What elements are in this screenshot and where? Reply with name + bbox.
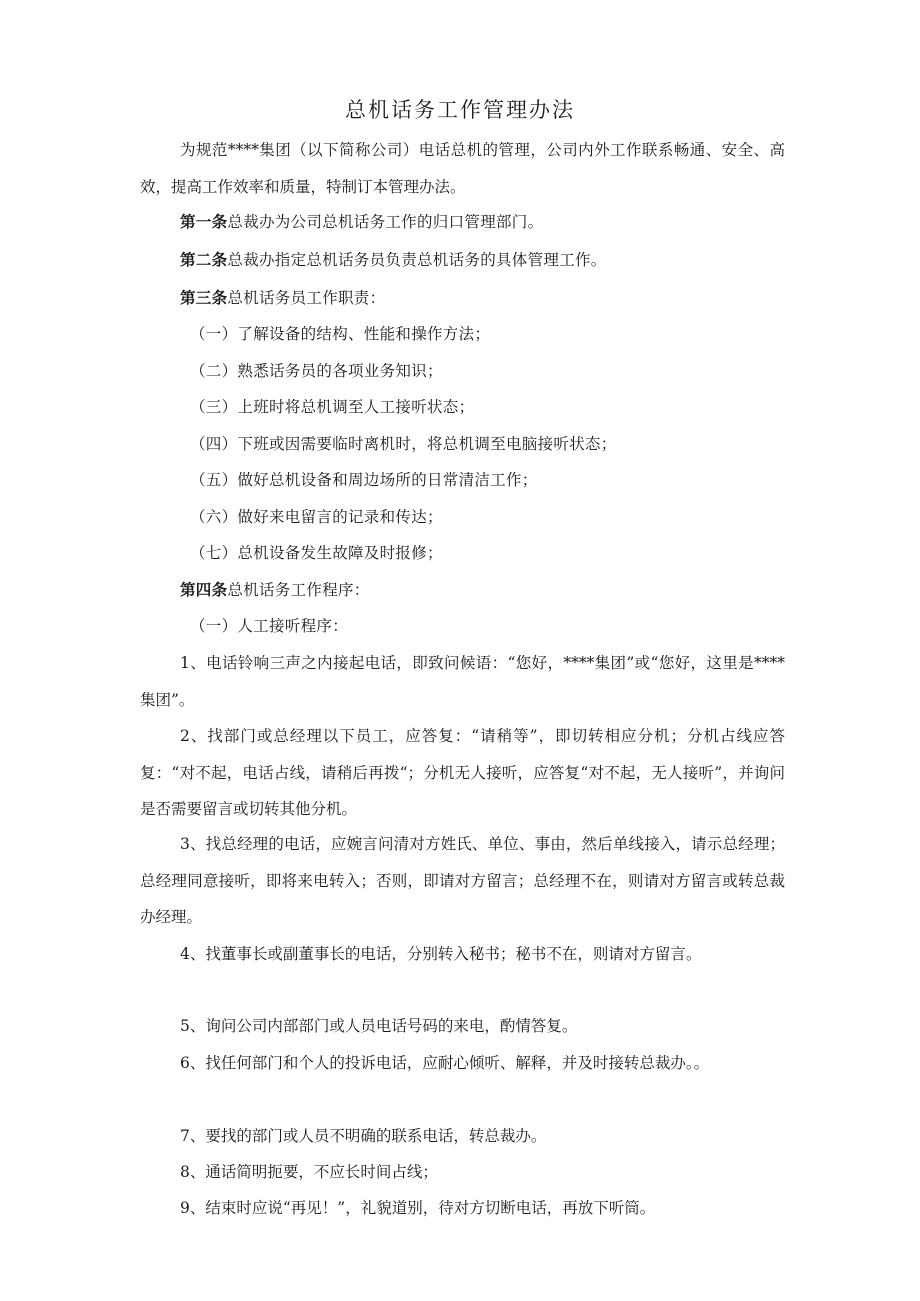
- article-2-label: 第二条: [180, 250, 228, 269]
- step-paragraph: 1、电话铃响三声之内接起电话，即致问候语：“您好，****集团”或“您好，这里是****集团”。: [140, 654, 785, 709]
- article-3-text: 总机话务员工作职责：: [227, 289, 386, 307]
- step-paragraph: 4、找董事长或副董事长的电话，分别转入秘书；秘书不在，则请对方留言。: [180, 945, 702, 963]
- duty-item: （二）熟悉话务员的各项业务知识；: [190, 362, 443, 380]
- article-2: [180, 250, 607, 270]
- step-paragraph: 5、询问公司内部部门或人员电话号码的来电，酌情答复。: [180, 1017, 578, 1035]
- step-paragraph: 2、找部门或总经理以下员工，应答复：“请稍等”，即切转相应分机；分机占线应答复：“对不起，电话占线，请稍后再拨“；分机无人接听，应答复“对不起，无人接听”，并询问是否需要留言或切转其他分机。: [140, 727, 785, 818]
- document-title: 总机话务工作管理办法: [345, 98, 575, 122]
- article-2-text: 总裁办指定总机话务员负责总机话务的具体管理工作。: [227, 251, 607, 269]
- step-paragraph: 3、找总经理的电话，应婉言问清对方姓氏、单位、事由，然后单线接入，请示总经理；总经理同意接听，即将来电转入；否则，即请对方留言；总经理不在，则请对方留言或转总裁办经理。: [140, 835, 785, 926]
- article-1: [180, 212, 543, 232]
- step-paragraph: 8、通话简明扼要，不应长时间占线；: [180, 1163, 438, 1181]
- step-paragraph: 9、结束时应说“再见！”，礼貌道别，待对方切断电话，再放下听筒。: [180, 1199, 656, 1217]
- intro-paragraph: 为规范****集团（以下简称公司）电话总机的管理，公司内外工作联系畅通、安全、高效，提高工作效率和质量，特制订本管理办法。: [140, 141, 785, 196]
- step-paragraph: 6、找任何部门和个人的投诉电话，应耐心倾听、解释，并及时接转总裁办。。: [180, 1054, 710, 1072]
- duty-item: （七）总机设备发生故障及时报修；: [190, 544, 443, 562]
- step-paragraph: 7、要找的部门或人员不明确的联系电话，转总裁办。: [180, 1127, 547, 1145]
- article-4-text: 总机话务工作程序：: [227, 581, 370, 599]
- duty-item: （三）上班时将总机调至人工接听状态；: [190, 398, 475, 416]
- article-3-label: 第三条: [180, 288, 228, 307]
- article-4-label: 第四条: [180, 580, 228, 599]
- duty-item: （五）做好总机设备和周边场所的日常清洁工作；: [190, 471, 538, 489]
- article-3: [180, 288, 385, 308]
- duty-item: （四）下班或因需要临时离机时，将总机调至电脑接听状态；: [190, 435, 617, 453]
- subsection-heading: （一）人工接听程序：: [190, 617, 349, 635]
- article-4: [180, 580, 370, 600]
- duty-item: （一）了解设备的结构、性能和操作方法；: [190, 325, 491, 343]
- article-1-label: 第一条: [180, 212, 228, 231]
- article-1-text: 总裁办为公司总机话务工作的归口管理部门。: [227, 213, 544, 231]
- duty-item: （六）做好来电留言的记录和传达；: [190, 508, 443, 526]
